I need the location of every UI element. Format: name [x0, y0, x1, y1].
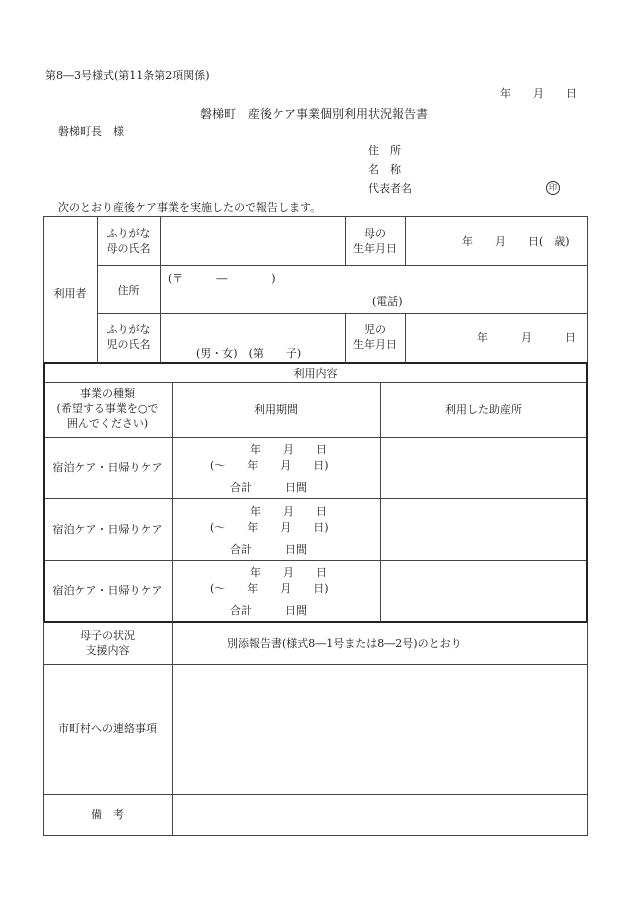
grid-line	[587, 216, 588, 363]
intro-text: 次のとおり産後ケア事業を実施したので報告します。	[58, 201, 322, 214]
report-date: 年 月 日	[500, 87, 577, 100]
status-label: 母子の状況	[80, 629, 135, 642]
grid-line	[43, 382, 588, 383]
grid-line	[43, 560, 588, 561]
period-col-header: 利用期間	[254, 403, 298, 416]
child-birth-value: 年 月 日	[477, 331, 576, 344]
period-total: 合計 日間	[230, 481, 307, 494]
care-type-option[interactable]: 宿泊ケア・日帰りケア	[52, 461, 163, 474]
child-gender-order: (男・女) (第 子)	[196, 347, 302, 360]
grid-line	[43, 621, 588, 623]
mother-furigana-label: ふりがな	[106, 227, 151, 240]
grid-line	[43, 835, 588, 836]
period-end: (～ 年 月 日)	[210, 521, 329, 534]
user-section-label: 利用者	[53, 287, 87, 300]
postal-code: (〒 ― )	[168, 272, 276, 285]
period-end: (～ 年 月 日)	[210, 459, 329, 472]
reporter-rep-label: 代表者名	[368, 182, 412, 195]
child-furigana-label: ふりがな	[106, 323, 151, 336]
mother-birth-label: 母の	[364, 227, 386, 240]
addressee: 磐梯町長 様	[58, 125, 124, 138]
facility-col-header: 利用した助産所	[445, 403, 522, 416]
grid-line	[345, 313, 346, 363]
phone-label: (電話)	[372, 295, 403, 308]
child-name-label: 児の氏名	[106, 338, 151, 351]
grid-line	[43, 794, 588, 795]
grid-line	[405, 313, 406, 363]
remarks-label: 備 考	[91, 808, 124, 821]
status-value: 別添報告書(様式8―1号または8―2号)のとおり	[227, 637, 462, 650]
period-start: 年 月 日	[250, 505, 327, 518]
grid-line	[380, 382, 381, 622]
seal-mark: 印	[546, 181, 560, 195]
grid-line	[43, 362, 588, 364]
grid-line	[586, 362, 588, 623]
contact-label: 市町村への連絡事項	[58, 722, 157, 735]
form-number: 第8―3号様式(第11条第2項関係)	[45, 69, 210, 82]
grid-line	[43, 216, 588, 217]
period-total: 合計 日間	[230, 604, 307, 617]
mother-birth-label-2: 生年月日	[353, 242, 397, 255]
grid-line	[43, 362, 45, 623]
address-label: 住所	[117, 284, 140, 297]
status-label-2: 支援内容	[85, 644, 130, 657]
period-total: 合計 日間	[230, 543, 307, 556]
type-col-header-3: 囲んでください)	[66, 417, 149, 430]
grid-line	[43, 498, 588, 499]
page-title: 磐梯町 産後ケア事業個別利用状況報告書	[200, 107, 429, 121]
period-start: 年 月 日	[250, 566, 327, 579]
care-type-option[interactable]: 宿泊ケア・日帰りケア	[52, 523, 163, 536]
period-end: (～ 年 月 日)	[210, 582, 329, 595]
mother-birth-value: 年 月 日( 歳)	[462, 235, 570, 248]
child-birth-label-2: 生年月日	[353, 338, 397, 351]
grid-line	[43, 437, 588, 438]
grid-line	[405, 216, 406, 266]
usage-section-title: 利用内容	[293, 367, 338, 380]
grid-line	[43, 664, 588, 665]
grid-line	[97, 265, 588, 266]
grid-line	[160, 216, 161, 363]
period-start: 年 月 日	[250, 443, 327, 456]
type-col-header-2: (希望する事業を○で	[56, 402, 159, 415]
mother-name-label: 母の氏名	[106, 242, 151, 255]
type-col-header: 事業の種類	[80, 387, 135, 400]
care-type-option[interactable]: 宿泊ケア・日帰りケア	[52, 584, 163, 597]
grid-line	[345, 216, 346, 266]
grid-line	[172, 382, 173, 836]
reporter-name-label: 名 称	[368, 163, 401, 176]
grid-line	[587, 621, 588, 836]
child-birth-label: 児の	[364, 323, 386, 336]
grid-line	[97, 313, 588, 314]
reporter-address-label: 住 所	[368, 144, 401, 157]
